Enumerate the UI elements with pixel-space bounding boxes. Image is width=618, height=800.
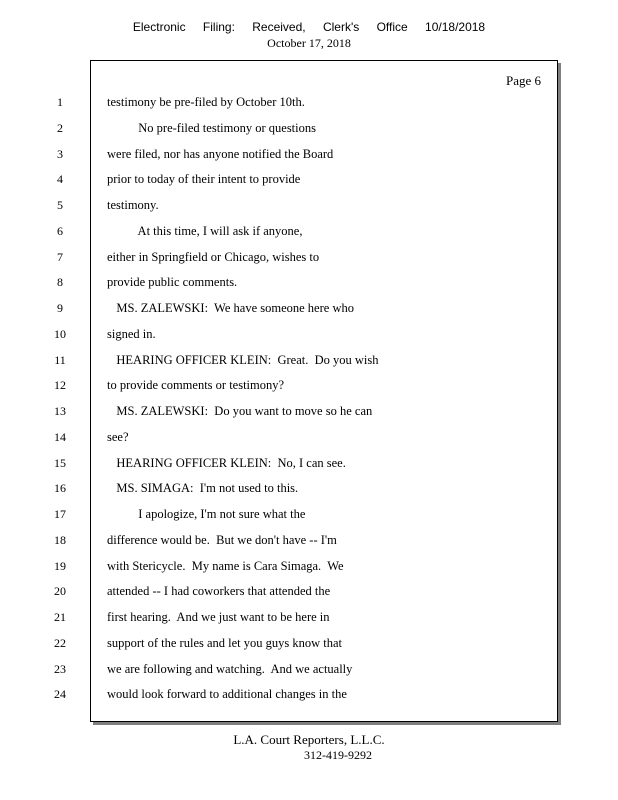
line-number: 24 xyxy=(54,687,66,701)
line-text: first hearing. And we just want to be here in xyxy=(107,610,330,624)
line-text: testimony. xyxy=(107,198,159,212)
footer-company: L.A. Court Reporters, L.L.C. xyxy=(233,732,385,747)
line-number: 10 xyxy=(54,327,66,341)
line-number: 22 xyxy=(54,636,66,650)
filing-stamp: Electronic Filing: Received, Clerk's Office 10/18/2018 xyxy=(132,20,486,34)
line-text: attended -- I had coworkers that attended the xyxy=(107,584,331,598)
line-text: At this time, I will ask if anyone, xyxy=(107,224,303,238)
line-text: MS. ZALEWSKI: We have someone here who xyxy=(107,301,354,315)
line-text: prior to today of their intent to provide xyxy=(107,172,301,186)
line-number: 23 xyxy=(54,662,66,676)
line-number: 1 xyxy=(57,95,63,109)
line-number: 5 xyxy=(57,198,63,212)
page-number: Page 6 xyxy=(505,73,541,88)
line-number: 6 xyxy=(57,224,63,238)
line-text: testimony be pre-filed by October 10th. xyxy=(107,95,305,109)
line-number: 14 xyxy=(54,430,66,444)
line-text: HEARING OFFICER KLEIN: Great. Do you wish xyxy=(107,353,379,367)
line-number: 11 xyxy=(54,353,66,367)
footer-phone: 312-419-9292 xyxy=(304,748,372,762)
line-number: 2 xyxy=(57,121,63,135)
line-text: MS. ZALEWSKI: Do you want to move so he can xyxy=(107,404,373,418)
line-number: 8 xyxy=(57,275,63,289)
line-text: with Stericycle. My name is Cara Simaga. We xyxy=(107,559,344,573)
line-number: 19 xyxy=(54,559,66,573)
line-text: signed in. xyxy=(107,327,156,341)
line-text: see? xyxy=(107,430,129,444)
line-text: difference would be. But we don't have -- I'm xyxy=(107,533,337,547)
line-text: to provide comments or testimony? xyxy=(107,378,285,392)
line-text: I apologize, I'm not sure what the xyxy=(107,507,306,521)
line-text: HEARING OFFICER KLEIN: No, I can see. xyxy=(107,456,346,470)
line-text: either in Springfield or Chicago, wishes to xyxy=(107,250,320,264)
line-number: 7 xyxy=(57,250,63,264)
line-text: provide public comments. xyxy=(107,275,238,289)
line-text: support of the rules and let you guys know that xyxy=(107,636,343,650)
line-number: 13 xyxy=(54,404,66,418)
line-number: 18 xyxy=(54,533,66,547)
line-number: 4 xyxy=(57,172,63,186)
line-text: we are following and watching. And we actually xyxy=(107,662,353,676)
line-number: 17 xyxy=(54,507,66,521)
line-text: No pre-filed testimony or questions xyxy=(107,121,316,135)
line-number: 20 xyxy=(54,584,66,598)
filing-date: October 17, 2018 xyxy=(267,36,351,50)
line-number: 16 xyxy=(54,481,66,495)
line-text: would look forward to additional changes in the xyxy=(107,687,347,701)
line-number: 9 xyxy=(57,301,63,315)
line-text: were filed, nor has anyone notified the Board xyxy=(107,147,334,161)
line-text: MS. SIMAGA: I'm not used to this. xyxy=(107,481,299,495)
line-number: 21 xyxy=(54,610,66,624)
line-number: 15 xyxy=(54,456,66,470)
line-number: 3 xyxy=(57,147,63,161)
line-number: 12 xyxy=(54,378,66,392)
